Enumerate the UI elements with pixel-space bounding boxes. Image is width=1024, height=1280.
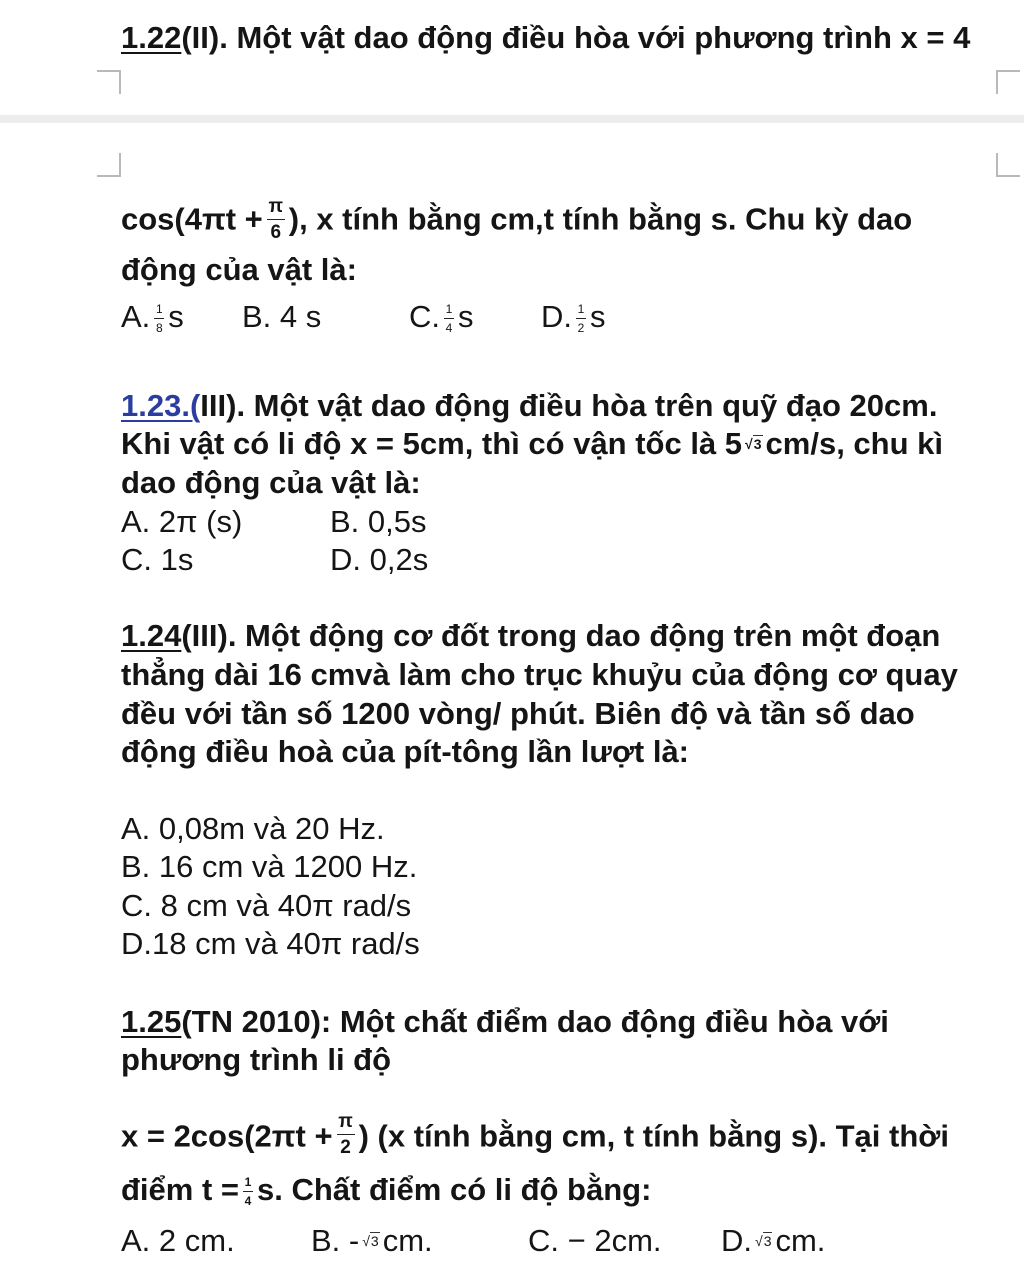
frac-num: π [338,1111,353,1132]
q122-option-b: B. 4 s [242,299,322,334]
frac-den: 4 [244,1194,252,1209]
q125-option-b [311,1222,433,1262]
q125-t-fraction [243,1176,253,1207]
q123-line2 [121,425,943,465]
q125-line2: phương trình li độ [121,1042,392,1077]
sqrt-value: 3 [753,435,762,452]
q122-header-text: (II). Một vật dao động điều hòa với phương trình x = 4 [181,20,971,55]
frac-num: 1 [155,302,163,317]
q125-equation-line [121,1111,949,1161]
q125-eq-suffix: ) (x tính bằng cm, t tính bằng s). Tại thời [358,1118,949,1154]
q124-line4: động điều hoà của pít-tông lần lượt là: [121,734,690,769]
q122-header [121,19,970,57]
frac-den: 8 [155,321,163,336]
page-corner-mark [97,153,121,177]
q124-number: 1.24 [121,618,182,653]
q122-option-d [541,298,606,336]
sqrt-symbol: √3 [755,1232,772,1249]
q124-option-a: A. 0,08m và 20 Hz. [121,811,385,846]
q122-cos-prefix: cos(4πt + [121,201,263,237]
frac-num: 1 [445,302,453,317]
sqrt-value: 3 [763,1232,772,1249]
option-a-fraction [154,303,164,334]
sqrt-symbol: √3 [745,435,762,452]
q124-line3: đều với tần số 1200 vòng/ phút. Biên độ và tần số dao [121,696,915,731]
q124-line1 [121,617,940,655]
q123-option-c: C. 1s [121,542,194,577]
q122-cos-suffix: ), x tính bằng cm,t tính bằng s. Chu kỳ dao [288,201,913,237]
q124-line2: thẳng dài 16 cmvà làm cho trục khuỷu của động cơ quay [121,657,958,692]
q122-frac-den: 6 [270,222,282,243]
q123-header [121,387,937,425]
q122-line2: động của vật là: [121,252,357,287]
q123-line2-prefix: Khi vật có li độ x = 5cm, thì có vận tốc là 5 [121,426,743,461]
q125-t-suffix: s. Chất điểm có li độ bằng: [257,1172,652,1207]
q125-fraction [337,1112,355,1157]
q125-number: 1.25 [121,1004,182,1039]
sqrt-value: 3 [370,1232,379,1249]
q125-option-a: A. 2 cm. [121,1223,235,1258]
q125-line1 [121,1003,889,1041]
frac-den: 4 [445,321,453,336]
q122-number: 1.22 [121,20,182,55]
frac-den: 2 [340,1137,351,1158]
option-unit: s [168,299,184,334]
frac-num: 1 [577,302,585,317]
option-label: D. [541,299,572,334]
q124-option-c: C. 8 cm và 40π rad/s [121,888,412,923]
option-c-fraction [444,303,454,334]
page-corner-mark [996,153,1020,177]
q123-option-b: B. 0,5s [330,504,427,539]
q125-option-c: C. − 2cm. [528,1223,662,1258]
option-label: C. [409,299,440,334]
option-label: B. - [311,1223,360,1258]
page-corner-mark [996,70,1020,94]
option-d-fraction [576,303,586,334]
page-separator [0,115,1024,123]
q123-line2-suffix: cm/s, chu kì [765,426,943,461]
q122-fraction [267,197,285,242]
q122-equation-line [121,196,913,244]
q125-time-line [121,1171,651,1209]
frac-den: 2 [577,321,585,336]
q122-frac-num: π [268,196,284,217]
option-unit: cm. [382,1223,433,1258]
q122-option-c [409,298,474,336]
q125-line1-text: (TN 2010): Một chất điểm dao động điều hòa với [181,1004,889,1039]
q123-line3: dao động của vật là: [121,465,421,500]
page-corner-mark [97,70,121,94]
q125-t-prefix: điểm t = [121,1172,240,1207]
q123-number[interactable]: 1.23.( [121,388,201,423]
q125-option-d [721,1222,825,1262]
q124-option-d: D.18 cm và 40π rad/s [121,926,420,961]
sqrt-symbol: √3 [362,1232,379,1249]
q123-option-a: A. 2π (s) [121,504,243,539]
q123-header-text: III). Một vật dao động điều hòa trên quỹ đạo 20cm. [200,388,938,423]
q124-line1-text: (III). Một động cơ đốt trong dao động trên một đoạn [181,618,941,653]
q122-option-a [121,298,184,336]
frac-num: 1 [244,1175,252,1190]
q123-option-d: D. 0,2s [330,542,429,577]
option-unit: cm. [775,1223,826,1258]
option-unit: s [458,299,474,334]
option-label: A. [121,299,151,334]
q125-eq-prefix: x = 2cos(2πt + [121,1118,333,1154]
option-label: D. [721,1223,752,1258]
q124-option-b: B. 16 cm và 1200 Hz. [121,849,418,884]
option-unit: s [590,299,606,334]
